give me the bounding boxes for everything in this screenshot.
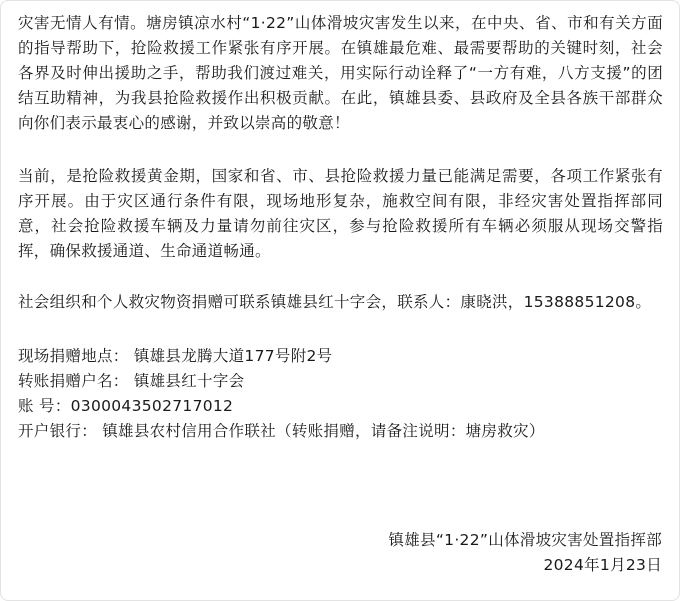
signature-block: [388, 528, 662, 578]
signature-date: 2024年1月23日: [543, 556, 662, 574]
paragraph-current-situation: 当前，是抢险救援黄金期，国家和省、市、县抢险救援力量已能满足需要，各项工作紧张有序开展。由于灾区通行条件有限，现场地形复杂，施救空间有限，非经灾害处置指挥部同意，社会抢险救援车辆及力量请勿前往灾区，参与抢险救援所有车辆必须服从现场交警指挥，确保救援通道、生命通道畅通。: [18, 167, 663, 260]
signature-organization: 镇雄县“1·22”山体滑坡灾害处置指挥部: [388, 531, 662, 549]
donation-site: 现场捐赠地点： 镇雄县龙腾大道177号附2号: [18, 347, 333, 365]
paragraph-thanks: 灾害无情人有情。塘房镇凉水村“1·22”山体滑坡灾害发生以来，在中央、省、市和有关方面的指导帮助下，抢险救援工作紧张有序开展。在镇雄最危难、最需要帮助的关键时刻，社会各界及时伸出援助之手，帮助我们渡过难关，用实际行动诠释了“一方有难，八方支援”的团结互助精神，为我县抢险救援作出积极贡献。在此，镇雄县委、县政府及全县各族干部群众向你们表示最衷心的感谢，并致以崇高的敬意！: [18, 14, 663, 132]
notice-body: [18, 11, 663, 444]
donation-bank: 开户银行： 镇雄县农村信用合作联社（转账捐赠，请备注说明：塘房救灾）: [18, 422, 545, 440]
donation-account-name: 转账捐赠户名： 镇雄县红十字会: [18, 372, 245, 390]
donation-account-number: 账 号：0300043502717012: [18, 397, 234, 415]
paragraph-donation-contact: 社会组织和个人救灾物资捐赠可联系镇雄县红十字会，联系人：康晓洪，15388851208。: [18, 293, 652, 311]
donation-info: [18, 344, 663, 444]
